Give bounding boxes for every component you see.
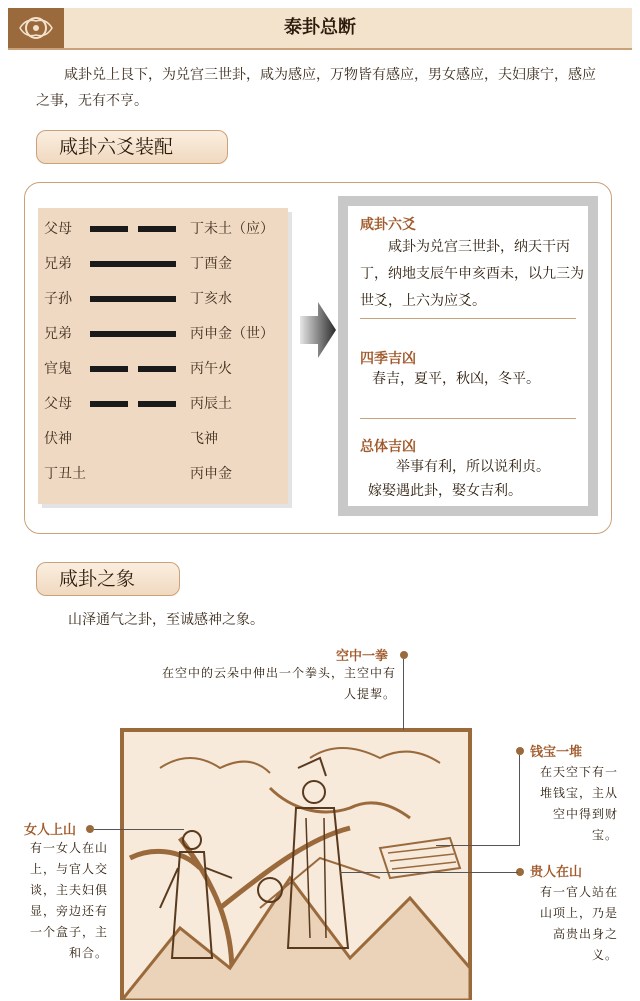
feishen-label: 飞神 [190,431,218,447]
annotation-fist-title: 空中一拳 [336,649,389,664]
annotation-dot [516,747,524,755]
line-najia: 丁酉金 [190,256,232,272]
line-row-4 [38,288,288,310]
line-relation: 子孙 [44,291,72,307]
line-najia: 丙辰土 [190,396,232,412]
image-summary: 山泽通气之卦，至诚感神之象。 [68,612,264,628]
yin-line-right [138,401,176,407]
info-text-overall-1: 举事有利，所以说利贞。 [396,459,550,475]
fushen-label-row [38,428,288,450]
line-row-5 [38,253,288,275]
info-text-seasons: 春吉，夏平，秋凶，冬平。 [372,371,540,387]
intro-paragraph: 咸卦兑上艮下，为兑宫三世卦，咸为感应，万物皆有感应，男女感应，夫妇康宁，感应之事，无有不亨。 [36,67,596,109]
info-title-overall: 总体吉凶 [360,439,416,455]
hexagram-lines-panel [38,208,288,504]
info-title-seasons: 四季吉凶 [360,351,416,367]
line-najia: 丙申金（世） [190,326,274,342]
info-card [348,206,588,506]
line-row-6 [38,218,288,240]
line-relation: 父母 [44,396,72,412]
line-najia: 丁未土（应） [190,221,274,237]
leader-line [519,755,520,845]
annotation-dot [86,825,94,833]
annotation-official-text: 有一官人站在山项上，乃是高贵出身之义。 [539,885,618,962]
arrow-right-icon [298,300,338,360]
yin-line-left [90,226,128,232]
yin-line-left [90,366,128,372]
info-title-hexagram: 咸卦六爻 [360,217,416,233]
line-row-1 [38,393,288,415]
feishen-value: 丙申金 [190,466,232,482]
woodcut-illustration [120,728,472,1000]
leader-line [340,872,518,873]
yang-line [90,261,176,267]
annotation-woman-title: 女人上山 [24,823,77,838]
line-row-3 [38,323,288,345]
section-title-config: 咸卦六爻装配 [36,130,228,164]
line-row-2 [38,358,288,380]
annotation-fist-text: 在空中的云朵中伸出一个拳头，主空中有人提挈。 [161,666,396,701]
leader-line [94,829,184,830]
line-najia: 丁亥水 [190,291,232,307]
annotation-dot [400,651,408,659]
annotation-official-title: 贵人在山 [530,865,583,880]
line-relation: 兄弟 [44,326,72,342]
annotation-woman-text: 有一女人在山上，与官人交谈，主夫妇俱显，旁边还有一个盒子，主和合。 [29,841,108,960]
fushen-value: 丁丑土 [44,466,86,482]
line-najia: 丙午火 [190,361,232,377]
line-relation: 兄弟 [44,256,72,272]
annotation-treasure-title: 钱宝一堆 [530,745,583,760]
fushen-value-row [38,463,288,485]
yang-line [90,296,176,302]
line-relation: 父母 [44,221,72,237]
leader-line [436,845,520,846]
line-relation: 官鬼 [44,361,72,377]
section-title-image: 咸卦之象 [36,562,180,596]
yin-line-right [138,226,176,232]
page-title: 泰卦总断 [284,17,356,38]
annotation-treasure-text: 在天空下有一堆钱宝，主从空中得到财宝。 [539,765,618,842]
fushen-label: 伏神 [44,431,72,447]
yin-line-right [138,366,176,372]
divider [360,418,576,419]
info-text-overall-2: 嫁娶遇此卦，娶女吉利。 [368,483,522,499]
info-text-hexagram: 咸卦为兑宫三世卦，纳天干丙丁，纳地支辰午申亥酉未，以九三为世爻，上六为应爻。 [360,239,584,309]
leader-line [403,659,404,730]
divider [360,318,576,319]
yang-line [90,331,176,337]
yin-line-left [90,401,128,407]
